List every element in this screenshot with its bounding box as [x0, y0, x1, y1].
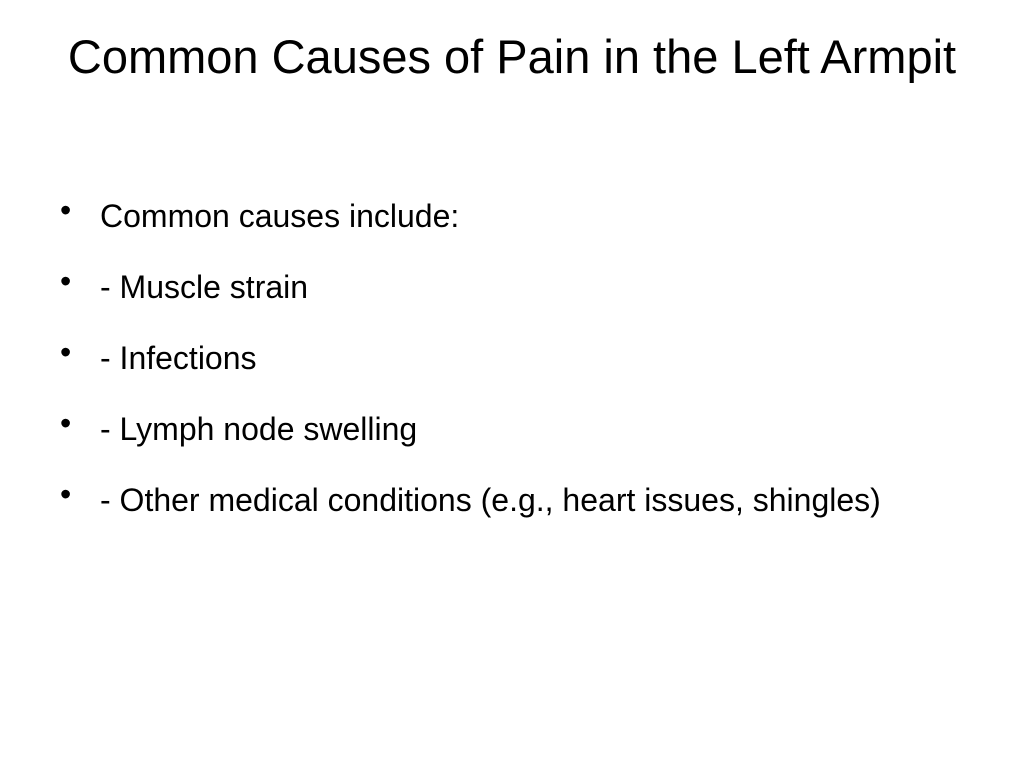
bullet-icon: • — [60, 405, 72, 441]
list-item — [58, 326, 958, 390]
bullet-text: - Infections — [100, 340, 257, 376]
bullet-icon: • — [60, 192, 72, 228]
bullet-icon: • — [60, 476, 72, 512]
bullet-text: - Lymph node swelling — [100, 411, 418, 447]
list-item — [58, 397, 958, 461]
bullet-text: - Other medical conditions (e.g., heart issues, shingles) — [100, 482, 881, 518]
slide-title: Common Causes of Pain in the Left Armpit — [67, 30, 957, 83]
bullet-icon: • — [60, 263, 72, 299]
list-item — [58, 255, 958, 319]
bullet-text: Common causes include: — [100, 198, 460, 234]
bullet-text: - Muscle strain — [100, 269, 309, 305]
list-item — [58, 184, 958, 248]
bullet-icon: • — [60, 334, 72, 370]
bullet-list — [58, 190, 958, 545]
list-item — [58, 468, 958, 532]
